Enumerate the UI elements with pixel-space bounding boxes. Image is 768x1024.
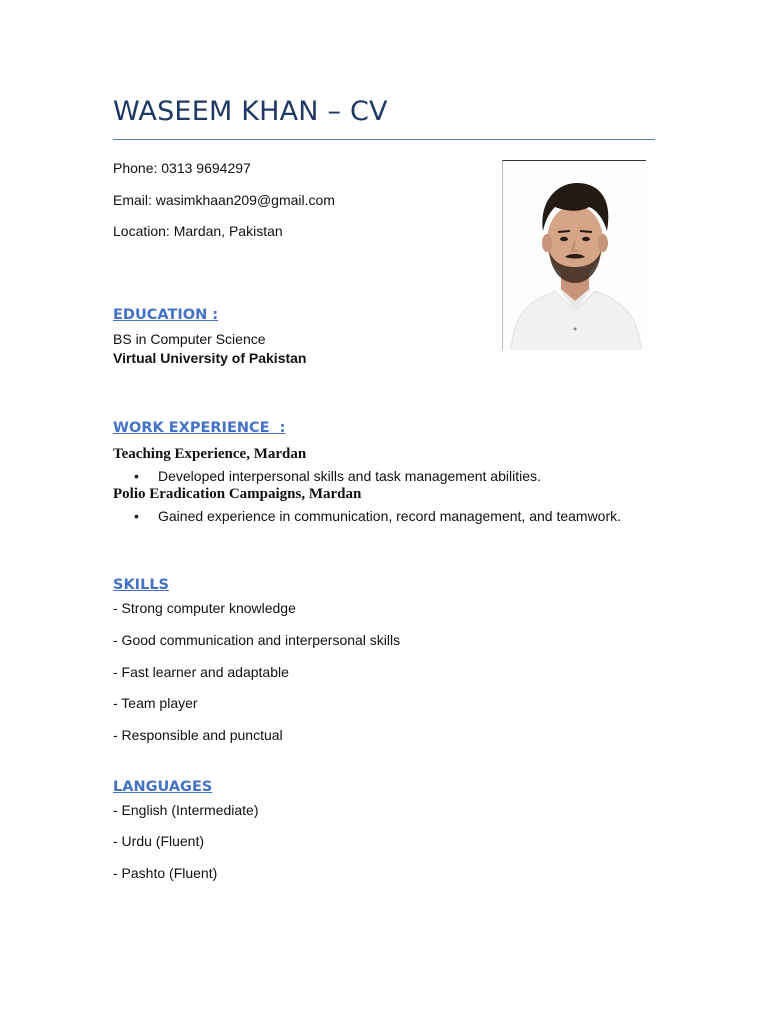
languages-heading: LANGUAGES (113, 779, 213, 795)
contact-email: Email: wasimkhaan209@gmail.com (113, 192, 335, 208)
profile-photo-illustration (503, 161, 646, 350)
skill-item: - Good communication and interpersonal skills (113, 632, 401, 648)
education-heading: EDUCATION : (113, 307, 219, 323)
page-title: WASEEM KHAN – CV (113, 96, 388, 127)
education-institution: Virtual University of Pakistan (113, 350, 307, 366)
language-item: - English (Intermediate) (113, 802, 259, 818)
work-item-title: Polio Eradication Campaigns, Mardan (113, 486, 362, 502)
language-item: - Pashto (Fluent) (113, 865, 218, 881)
bullet-icon: • (134, 508, 139, 524)
skill-item: - Strong computer knowledge (113, 600, 296, 616)
contact-location: Location: Mardan, Pakistan (113, 223, 283, 239)
skills-heading: SKILLS (113, 577, 169, 593)
work-item-bullet: Gained experience in communication, record management, and teamwork. (158, 508, 622, 524)
contact-phone: Phone: 0313 9694297 (113, 160, 251, 176)
work-experience-heading: WORK EXPERIENCE : (113, 420, 286, 436)
language-item: - Urdu (Fluent) (113, 833, 205, 849)
education-degree: BS in Computer Science (113, 331, 266, 347)
skill-item: - Team player (113, 695, 198, 711)
skill-item: - Responsible and punctual (113, 727, 283, 743)
profile-photo (502, 160, 646, 350)
work-item-title: Teaching Experience, Mardan (113, 446, 307, 462)
bullet-icon: • (134, 468, 139, 484)
work-item-bullet: Developed interpersonal skills and task management abilities. (158, 468, 541, 484)
skill-item: - Fast learner and adaptable (113, 664, 289, 680)
title-underline-rule (113, 139, 655, 140)
